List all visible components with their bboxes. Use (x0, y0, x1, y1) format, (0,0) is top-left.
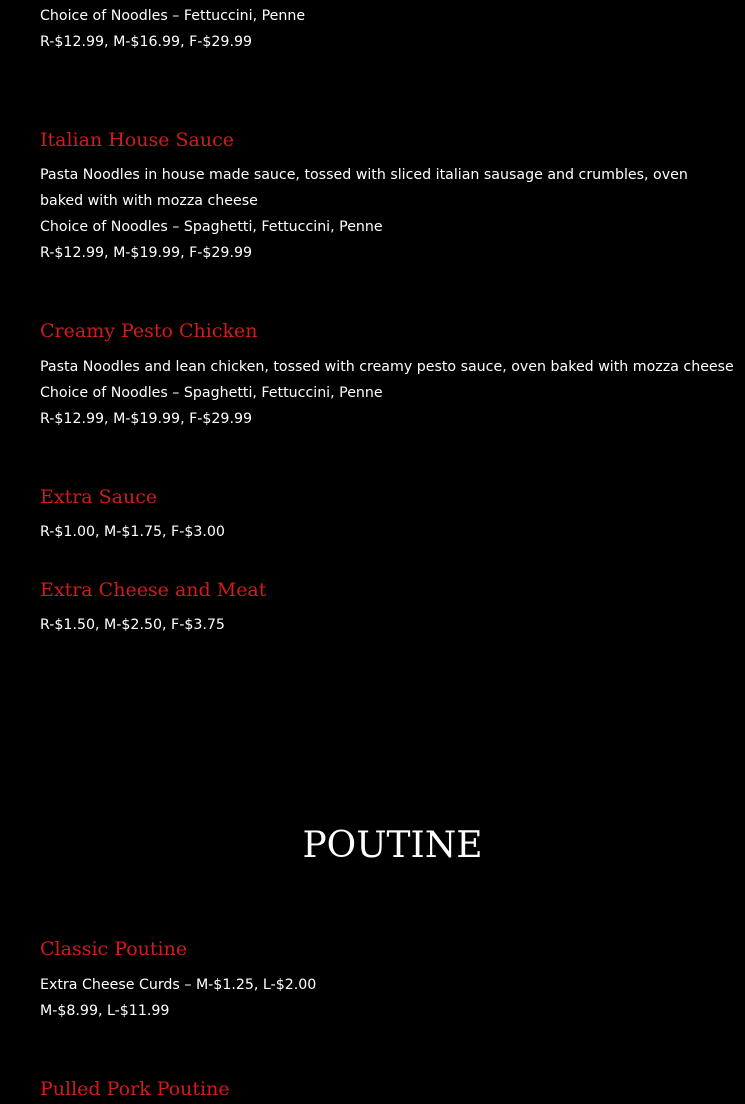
extra-cheese-meat-title[interactable]: Extra Cheese and Meat (40, 579, 267, 601)
extra-sauce-price: R-$1.00, M-$1.75, F-$3.00 (40, 524, 225, 540)
extra-sauce-title[interactable]: Extra Sauce (40, 486, 158, 508)
poutine-section-heading: POUTINE (302, 825, 483, 866)
italian-house-sauce-price: R-$12.99, M-$19.99, F-$29.99 (40, 245, 253, 261)
classic-poutine-price: M-$8.99, L-$11.99 (40, 1003, 170, 1019)
italian-house-sauce-title[interactable]: Italian House Sauce (40, 129, 234, 151)
italian-house-sauce-noodles: Choice of Noodles – Spaghetti, Fettuccini, Penne (40, 219, 383, 235)
creamy-pesto-chicken-price: R-$12.99, M-$19.99, F-$29.99 (40, 411, 253, 427)
italian-house-sauce-description: Pasta Noodles in house made sauce, tossed with sliced italian sausage and crumbles, oven baked with with mozza cheese (40, 167, 688, 209)
classic-poutine-title[interactable]: Classic Poutine (40, 938, 188, 960)
creamy-pesto-chicken-noodles: Choice of Noodles – Spaghetti, Fettuccini, Penne (40, 385, 383, 401)
creamy-pesto-chicken-title[interactable]: Creamy Pesto Chicken (40, 320, 258, 342)
prev-item-price: R-$12.99, M-$16.99, F-$29.99 (40, 34, 253, 50)
extra-cheese-meat-price: R-$1.50, M-$2.50, F-$3.75 (40, 617, 225, 633)
prev-item-noodles: Choice of Noodles – Fettuccini, Penne (40, 8, 306, 24)
creamy-pesto-chicken-description: Pasta Noodles and lean chicken, tossed with creamy pesto sauce, oven baked with mozza cheese (40, 359, 734, 375)
pulled-pork-poutine-title[interactable]: Pulled Pork Poutine (40, 1078, 230, 1100)
classic-poutine-extra: Extra Cheese Curds – M-$1.25, L-$2.00 (40, 977, 317, 993)
